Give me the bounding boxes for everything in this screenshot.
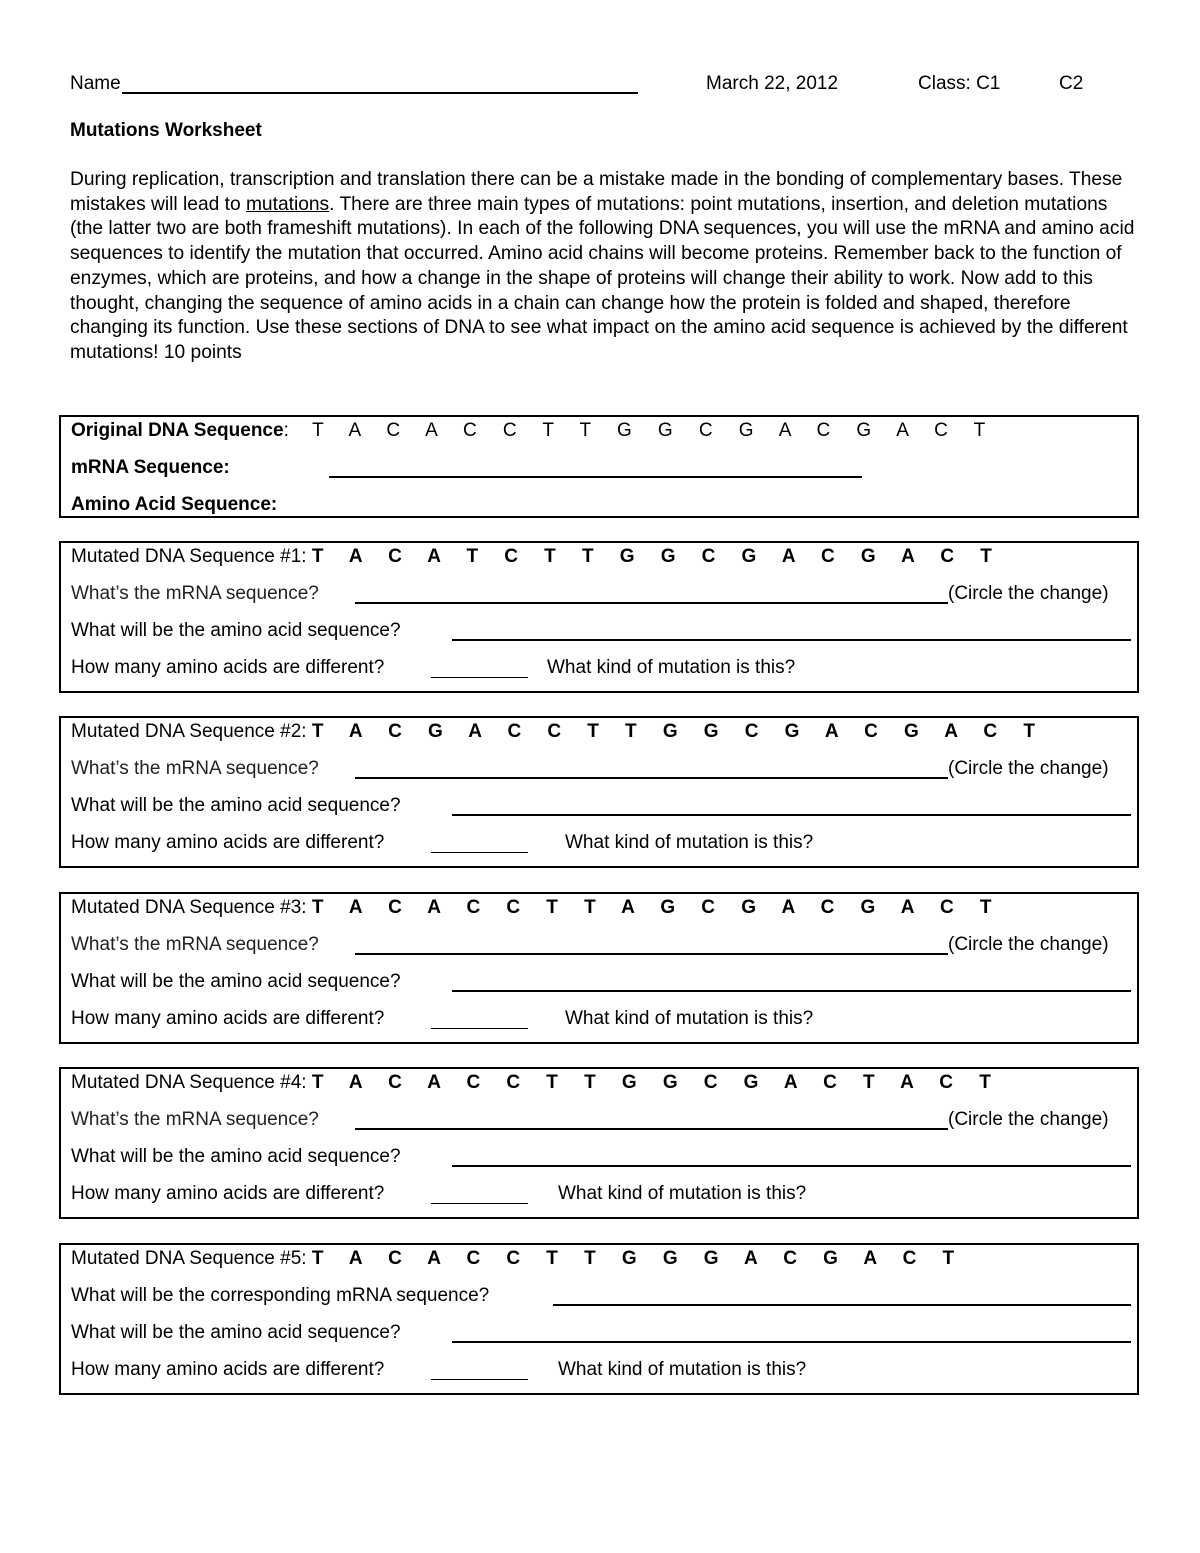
class-label: Class: C1 [918,73,1001,94]
mutation-3-sequence: T A C A C C T T A G C G A C G A C T [311,897,1002,918]
mutation-3-dna-row [71,896,1002,920]
mutation-5-mrna-question: What will be the corresponding mRNA sequence? [71,1285,490,1306]
mutation-box-5 [59,1243,1139,1395]
mutation-1-sequence: T A C A T C T T G G C G A C G A C T [311,546,1003,567]
mutation-5-amino-question: What will be the amino acid sequence? [71,1322,401,1343]
mutation-5-kind-question: What kind of mutation is this? [558,1359,807,1380]
mutation-box-3 [59,892,1139,1044]
intro-text-start: During replication, transcription and translation there can be a mistake made in the bonding of complementary bases. These mistakes will lead to [70,169,1123,215]
mutation-4-count-answer-line[interactable] [431,1203,528,1204]
class-option-c2: C2 [1059,73,1084,94]
mutation-2-circle-note: (Circle the change) [948,758,1109,779]
mutation-3-mrna-question: What’s the mRNA sequence? [71,934,319,955]
mutation-3-amino-question: What will be the amino acid sequence? [71,971,401,992]
mutation-1-amino-answer-line[interactable] [452,639,1131,641]
mutation-2-amino-answer-line[interactable] [452,814,1131,816]
mutation-2-sequence: T A C G A C C T T G G C G A C G A C T [311,721,1046,742]
mutation-3-count-question: How many amino acids are different? [71,1008,385,1029]
mutation-3-circle-note: (Circle the change) [948,934,1109,955]
original-dna-sequence: T A C A C C T T G G C G A C G A C T [312,420,996,441]
mutation-1-amino-question: What will be the amino acid sequence? [71,620,401,641]
original-sequence-box [59,415,1139,518]
mutation-1-dna-row [71,545,1002,569]
mutation-4-label: Mutated DNA Sequence #4: [71,1072,307,1093]
mutation-2-kind-question: What kind of mutation is this? [565,832,814,853]
name-field[interactable] [122,92,638,94]
mutation-5-amino-answer-line[interactable] [452,1341,1131,1343]
mutation-2-dna-row [71,720,1045,744]
name-label: Name [70,73,121,94]
mutation-box-4 [59,1067,1139,1219]
mutation-4-count-question: How many amino acids are different? [71,1183,385,1204]
mutation-4-circle-note: (Circle the change) [948,1109,1109,1130]
mutation-1-mrna-answer-line[interactable] [355,602,948,604]
mutation-3-kind-question: What kind of mutation is this? [565,1008,814,1029]
mutation-2-count-question: How many amino acids are different? [71,832,385,853]
mutation-1-circle-note: (Circle the change) [948,583,1109,604]
mutation-4-sequence: T A C A C C T T G G C G A C T A C T [311,1072,1002,1093]
mutation-1-count-answer-line[interactable] [431,677,528,678]
mutation-3-label: Mutated DNA Sequence #3: [71,897,307,918]
intro-text-underlined: mutations [245,193,330,215]
mutation-1-label: Mutated DNA Sequence #1: [71,546,307,567]
mutation-4-mrna-question: What’s the mRNA sequence? [71,1109,319,1130]
mutation-5-count-question: How many amino acids are different? [71,1359,385,1380]
mutation-5-count-answer-line[interactable] [431,1379,528,1380]
original-mrna-label: mRNA Sequence: [71,457,230,478]
mutation-2-count-answer-line[interactable] [431,852,528,853]
mutation-3-amino-answer-line[interactable] [452,990,1131,992]
original-mrna-answer-line[interactable] [329,476,862,478]
original-dna-label: Original DNA Sequence [71,420,284,441]
mutation-3-count-answer-line[interactable] [431,1028,528,1029]
original-dna-row [71,419,996,443]
mutation-4-kind-question: What kind of mutation is this? [558,1183,807,1204]
mutation-5-dna-row [71,1247,965,1271]
mutation-box-1 [59,541,1139,693]
mutation-1-count-question: How many amino acids are different? [71,657,385,678]
mutation-4-mrna-answer-line[interactable] [355,1128,948,1130]
original-dna-colon: : [283,420,289,441]
mutation-4-amino-answer-line[interactable] [452,1165,1131,1167]
date: March 22, 2012 [706,73,839,94]
intro-text-end: . There are three main types of mutations: point mutations, insertion, and deletion mutations (the latter two are both frameshift mutations). In each of the following DNA sequences, you will use the mRNA and amino acid sequences to identify the mutation that occurred. Amino acid chains will become proteins. Remember back to the function of enzymes, which are proteins, and how a change in the shape of proteins will change their ability to work. Now add to this thought, changing the sequence of amino acids in a chain can change how the protein is folded and shaped, therefore changing its function. Use these sections of DNA to see what impact on the amino acid sequence is achieved by the different mutations! 10 points [70,193,1135,363]
page-title: Mutations Worksheet [70,120,262,141]
mutation-2-amino-question: What will be the amino acid sequence? [71,795,401,816]
mutation-5-sequence: T A C A C C T T G G G A C G A C T [311,1248,965,1269]
intro-paragraph [70,168,1140,366]
mutation-2-mrna-question: What’s the mRNA sequence? [71,758,319,779]
mutation-4-amino-question: What will be the amino acid sequence? [71,1146,401,1167]
mutation-5-mrna-answer-line[interactable] [553,1304,1131,1306]
mutation-5-label: Mutated DNA Sequence #5: [71,1248,307,1269]
mutation-2-label: Mutated DNA Sequence #2: [71,721,307,742]
mutation-2-mrna-answer-line[interactable] [355,777,948,779]
mutation-1-mrna-question: What’s the mRNA sequence? [71,583,319,604]
original-amino-label: Amino Acid Sequence: [71,494,278,515]
mutation-box-2 [59,716,1139,868]
mutation-4-dna-row [71,1071,1001,1095]
mutation-1-kind-question: What kind of mutation is this? [547,657,796,678]
mutation-3-mrna-answer-line[interactable] [355,953,948,955]
